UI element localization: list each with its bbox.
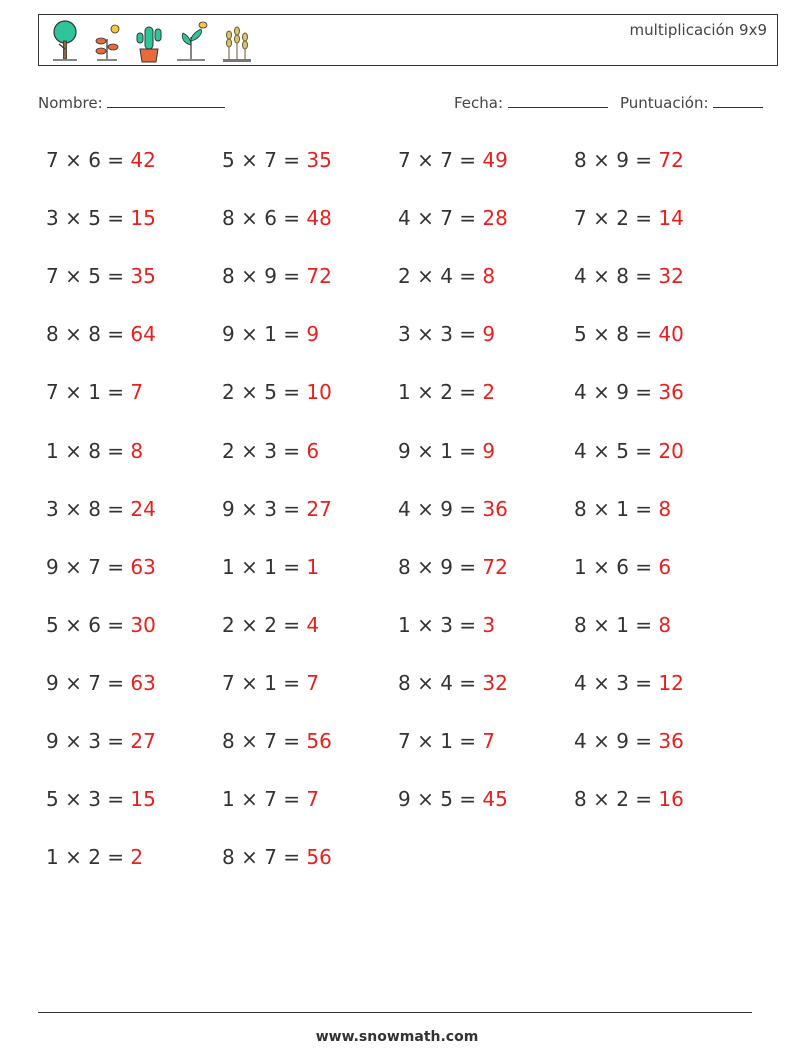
- problem-question: 8 × 7 =: [222, 729, 307, 753]
- problem-question: 9 × 5 =: [398, 787, 483, 812]
- problem-question: 9 × 7 =: [46, 554, 131, 579]
- problem-answer: 8: [482, 264, 496, 289]
- problem-item: [222, 206, 332, 230]
- problem-item: [574, 380, 684, 404]
- problem-question: 7 × 5 =: [46, 264, 131, 289]
- problem-answer: 27: [306, 496, 332, 521]
- problem-answer: 45: [482, 787, 508, 812]
- problem-question: 7 × 6 =: [46, 148, 131, 172]
- problem-item: [222, 497, 332, 521]
- problem-item: [222, 439, 319, 463]
- problem-item: [574, 729, 684, 753]
- problem-item: [222, 555, 319, 579]
- problem-answer: 7: [306, 670, 320, 695]
- problem-question: 7 × 1 =: [398, 729, 483, 753]
- problem-question: 8 × 2 =: [574, 787, 659, 812]
- problem-question: 9 × 1 =: [398, 438, 483, 463]
- problem-question: 4 × 3 =: [574, 670, 659, 695]
- problem-answer: 8: [658, 612, 672, 637]
- problem-item: [46, 787, 156, 811]
- problem-question: 5 × 8 =: [574, 322, 659, 347]
- score-field: [620, 93, 763, 112]
- problem-item: [46, 439, 143, 463]
- problem-question: 1 × 2 =: [46, 845, 131, 870]
- problem-item: [46, 264, 156, 288]
- problem-item: [398, 322, 495, 346]
- problem-answer: 7: [130, 380, 144, 405]
- problem-question: 2 × 4 =: [398, 264, 483, 289]
- problem-item: [46, 148, 156, 172]
- problem-answer: 36: [658, 729, 684, 753]
- problem-answer: 2: [130, 845, 144, 870]
- problem-question: 8 × 4 =: [398, 670, 483, 695]
- problem-answer: 72: [658, 148, 684, 172]
- problem-answer: 9: [306, 322, 320, 347]
- problem-item: [574, 613, 671, 637]
- problem-question: 5 × 6 =: [46, 612, 131, 637]
- problem-question: 1 × 8 =: [46, 438, 131, 463]
- problem-item: [574, 555, 671, 579]
- problem-item: [574, 148, 684, 172]
- problem-item: [222, 380, 332, 404]
- problem-item: [46, 380, 143, 404]
- problem-question: 2 × 2 =: [222, 612, 307, 637]
- wheat-icon: [219, 19, 255, 63]
- problem-question: 9 × 3 =: [46, 729, 131, 753]
- problem-question: 3 × 5 =: [46, 206, 131, 231]
- problem-question: 2 × 3 =: [222, 438, 307, 463]
- score-label: Puntuación:: [620, 94, 709, 112]
- problem-question: 1 × 3 =: [398, 612, 483, 637]
- problem-answer: 8: [658, 496, 672, 521]
- problem-answer: 63: [130, 670, 156, 695]
- problem-question: 2 × 5 =: [222, 380, 307, 405]
- problem-question: 8 × 1 =: [574, 496, 659, 521]
- problem-question: 1 × 2 =: [398, 380, 483, 405]
- problem-answer: 56: [306, 845, 332, 870]
- problem-answer: 32: [658, 264, 684, 289]
- score-blank[interactable]: [713, 93, 763, 108]
- problem-question: 8 × 7 =: [222, 845, 307, 870]
- date-label: Fecha:: [454, 94, 504, 112]
- name-blank[interactable]: [107, 93, 225, 108]
- problem-answer: 48: [306, 206, 332, 231]
- problem-item: [398, 555, 508, 579]
- problem-question: 7 × 7 =: [398, 148, 483, 172]
- problem-item: [574, 322, 684, 346]
- problem-item: [398, 729, 495, 753]
- problem-item: [398, 264, 495, 288]
- problem-item: [398, 206, 508, 230]
- worksheet-title: multiplicación 9x9: [629, 21, 767, 39]
- problem-answer: 6: [658, 554, 672, 579]
- problem-question: 5 × 7 =: [222, 148, 307, 172]
- problem-answer: 42: [130, 148, 156, 172]
- problem-answer: 2: [482, 380, 496, 405]
- problem-answer: 9: [482, 322, 496, 347]
- problem-item: [574, 787, 684, 811]
- problem-item: [398, 613, 495, 637]
- problem-item: [574, 206, 684, 230]
- problem-item: [222, 787, 319, 811]
- problem-answer: 7: [306, 787, 320, 812]
- problem-answer: 64: [130, 322, 156, 347]
- problem-question: 8 × 9 =: [398, 554, 483, 579]
- cactus-pot-icon: [131, 19, 167, 63]
- flower-sun-icon: [89, 19, 125, 63]
- problem-answer: 27: [130, 729, 156, 753]
- problem-answer: 4: [306, 612, 320, 637]
- problem-question: 8 × 1 =: [574, 612, 659, 637]
- problem-question: 7 × 1 =: [222, 670, 307, 695]
- problem-item: [46, 845, 143, 869]
- problem-answer: 20: [658, 438, 684, 463]
- problem-answer: 15: [130, 787, 156, 812]
- name-label: Nombre:: [38, 94, 103, 112]
- footer-url: www.snowmath.com: [315, 1029, 479, 1045]
- problem-question: 1 × 7 =: [222, 787, 307, 812]
- problem-item: [46, 729, 156, 753]
- problem-item: [574, 497, 671, 521]
- problem-question: 8 × 9 =: [574, 148, 659, 172]
- problem-item: [398, 671, 508, 695]
- problem-question: 9 × 7 =: [46, 670, 131, 695]
- problem-question: 3 × 8 =: [46, 496, 131, 521]
- problem-item: [222, 729, 332, 753]
- problem-item: [398, 497, 508, 521]
- problem-answer: 8: [130, 438, 144, 463]
- problem-answer: 7: [482, 729, 496, 753]
- problem-answer: 32: [482, 670, 508, 695]
- footer-divider: [38, 1012, 752, 1013]
- problem-answer: 40: [658, 322, 684, 347]
- problem-answer: 49: [482, 148, 508, 172]
- problem-answer: 9: [482, 438, 496, 463]
- problem-item: [222, 845, 332, 869]
- problem-answer: 63: [130, 554, 156, 579]
- problem-question: 3 × 3 =: [398, 322, 483, 347]
- problem-item: [222, 264, 332, 288]
- problem-question: 4 × 5 =: [574, 438, 659, 463]
- problem-question: 7 × 1 =: [46, 380, 131, 405]
- problem-item: [46, 497, 156, 521]
- problem-item: [222, 322, 319, 346]
- problem-question: 4 × 7 =: [398, 206, 483, 231]
- problem-answer: 72: [482, 554, 508, 579]
- problem-answer: 1: [306, 554, 320, 579]
- problem-answer: 36: [482, 496, 508, 521]
- problem-answer: 36: [658, 380, 684, 405]
- problem-answer: 35: [130, 264, 156, 289]
- problem-question: 1 × 1 =: [222, 554, 307, 579]
- problem-answer: 10: [306, 380, 332, 405]
- problem-question: 4 × 9 =: [398, 496, 483, 521]
- problem-question: 8 × 6 =: [222, 206, 307, 231]
- problem-answer: 28: [482, 206, 508, 231]
- problem-item: [222, 613, 319, 637]
- problem-answer: 56: [306, 729, 332, 753]
- problem-question: 9 × 1 =: [222, 322, 307, 347]
- problem-answer: 14: [658, 206, 684, 231]
- problem-question: 1 × 6 =: [574, 554, 659, 579]
- problem-question: 9 × 3 =: [222, 496, 307, 521]
- problem-item: [574, 264, 684, 288]
- icon-strip: [47, 19, 255, 63]
- problem-item: [574, 671, 684, 695]
- name-field: [38, 93, 225, 112]
- problem-item: [46, 206, 156, 230]
- problem-answer: 3: [482, 612, 496, 637]
- problem-answer: 35: [306, 148, 332, 172]
- header-box: [38, 14, 778, 66]
- problem-question: 8 × 8 =: [46, 322, 131, 347]
- problem-item: [398, 380, 495, 404]
- problem-question: 7 × 2 =: [574, 206, 659, 231]
- problem-answer: 6: [306, 438, 320, 463]
- tree-icon: [47, 19, 83, 63]
- problem-item: [398, 439, 495, 463]
- problem-answer: 24: [130, 496, 156, 521]
- problem-answer: 30: [130, 612, 156, 637]
- problem-answer: 12: [658, 670, 684, 695]
- problem-answer: 16: [658, 787, 684, 812]
- problem-item: [398, 787, 508, 811]
- problem-item: [46, 555, 156, 579]
- problem-item: [398, 148, 508, 172]
- problem-item: [222, 148, 332, 172]
- problem-question: 5 × 3 =: [46, 787, 131, 812]
- problem-answer: 15: [130, 206, 156, 231]
- problem-item: [46, 322, 156, 346]
- sprout-bee-icon: [173, 19, 213, 63]
- problem-question: 4 × 9 =: [574, 380, 659, 405]
- date-field: [454, 93, 608, 112]
- problem-item: [222, 671, 319, 695]
- problem-question: 4 × 8 =: [574, 264, 659, 289]
- problem-question: 4 × 9 =: [574, 729, 659, 753]
- problem-item: [46, 671, 156, 695]
- problem-question: 8 × 9 =: [222, 264, 307, 289]
- problem-item: [574, 439, 684, 463]
- date-blank[interactable]: [508, 93, 608, 108]
- problem-answer: 72: [306, 264, 332, 289]
- problem-item: [46, 613, 156, 637]
